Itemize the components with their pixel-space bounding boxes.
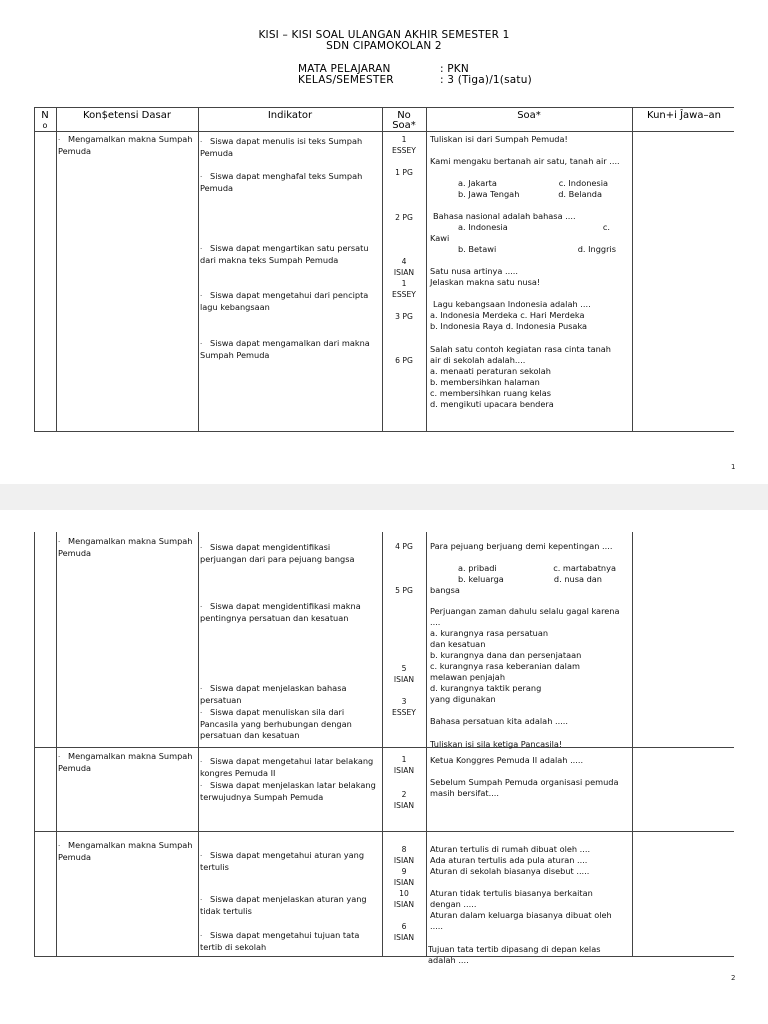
indikator-item: · Siswa dapat mengartikan satu persatu dari makna teks Sumpah Pemuda (200, 243, 369, 266)
answer-option: c. kurangnya rasa keberanian dalam (430, 661, 580, 671)
option-d: d. nusa dan (553, 574, 602, 584)
bullet-icon: · (200, 709, 203, 717)
question-text: Aturan tertulis di rumah dibuat oleh .... (430, 844, 591, 854)
bullet-icon: · (200, 685, 203, 693)
question-type: ESSEY (392, 290, 416, 299)
subject-value: : PKN (440, 63, 469, 75)
bullet-icon: · (200, 852, 203, 860)
column-divider (382, 107, 383, 432)
answer-option: d. mengikuti upacara bendera (430, 399, 554, 409)
question-text: Aturan tidak tertulis biasanya berkaitan dengan ..... (430, 888, 593, 910)
option-a: a. Indonesia (458, 222, 508, 232)
indikator-item: · Siswa dapat mengetahui dari pencipta lagu kebangsaan (200, 290, 369, 313)
answer-options (458, 189, 602, 200)
option-b: b. Betawi (458, 244, 497, 254)
row-divider (34, 831, 734, 832)
header-soal: Soa* (517, 110, 541, 121)
page-number: 1 (731, 463, 736, 471)
bullet-icon: · (200, 603, 203, 611)
option-a: a. pribadi (458, 563, 497, 573)
question-number: 1 (401, 135, 407, 144)
question-text: Lagu kebangsaan Indonesia adalah .... (433, 299, 591, 309)
column-divider (426, 532, 427, 957)
indikator-item: · Siswa dapat menjelaskan latar belakang terwujudnya Sumpah Pemuda (200, 780, 376, 803)
question-number: 1 (401, 755, 407, 764)
question-text: Tujuan tata tertib dipasang di depan kelas adalah .... (428, 944, 601, 966)
table-header-divider (34, 131, 734, 132)
question-text: Para pejuang berjuang demi kepentingan .... (430, 541, 613, 551)
bullet-icon: · (58, 136, 61, 144)
question-text: Tuliskan isi sila ketiga Pancasila! (430, 739, 563, 749)
question-type: ISIAN (393, 933, 415, 942)
question-code: 1 PG (395, 168, 413, 177)
page-gap (0, 484, 768, 510)
bullet-icon: · (200, 138, 203, 146)
column-divider (198, 107, 199, 432)
question-code: 6 PG (395, 356, 413, 365)
option-b: b. keluarga (458, 574, 504, 584)
question-type: ISIAN (393, 675, 415, 684)
question-number: 4 (401, 257, 407, 266)
answer-option: a. Indonesia Merdeka c. Hari Merdeka (430, 310, 585, 320)
indikator-item: · Siswa dapat menjelaskan bahasa persatuan (200, 683, 347, 706)
bullet-icon: · (200, 758, 203, 766)
indikator-item: · Siswa dapat mengidentifikasi perjuangan dari para pejuang bangsa (200, 542, 355, 565)
indikator-item: · Siswa dapat mengidentifikasi makna pentingnya persatuan dan kesatuan (200, 601, 361, 624)
option-continuation: melawan penjajah (430, 672, 506, 682)
header-no: N (41, 110, 49, 121)
question-code: 4 PG (395, 542, 413, 551)
kd-cell: · Mengamalkan makna Sumpah Pemuda (58, 751, 193, 774)
answer-option: b. Indonesia Raya d. Indonesia Pusaka (430, 321, 588, 331)
column-divider (632, 107, 633, 432)
question-text: Ada aturan tertulis ada pula aturan .... (430, 855, 588, 865)
kd-cell: · Mengamalkan makna Sumpah Pemuda (58, 840, 193, 863)
document-title: KISI – KISI SOAL ULANGAN AKHIR SEMESTER 1 (258, 29, 510, 41)
bullet-icon: · (200, 932, 203, 940)
answer-option: a. kurangnya rasa persatuan (430, 628, 549, 638)
table-bottom-border (34, 431, 734, 432)
indikator-item: · Siswa dapat mengetahui tujuan tata tertib di sekolah (200, 930, 360, 953)
bullet-icon: · (200, 782, 203, 790)
option-c: c. (602, 222, 610, 232)
question-code: 3 PG (395, 312, 413, 321)
question-text: Tuliskan isi dari Sumpah Pemuda! (430, 134, 568, 144)
column-divider (34, 107, 35, 432)
option-continuation: bangsa (430, 585, 460, 595)
column-divider (56, 107, 57, 432)
subject-label: MATA PELAJARAN (298, 63, 391, 75)
document-page-1 (0, 0, 768, 484)
bullet-icon: · (58, 753, 61, 761)
question-number: 6 (401, 922, 407, 931)
document-page-2 (0, 510, 768, 1024)
bullet-icon: · (200, 292, 203, 300)
question-type: ISIAN (393, 900, 415, 909)
question-number: 9 (401, 867, 407, 876)
header-no-soal: No (397, 110, 411, 121)
question-number: 1 (401, 279, 407, 288)
column-divider (426, 107, 427, 432)
bullet-icon: · (58, 538, 61, 546)
page-number: 2 (731, 974, 736, 982)
question-text: Bahasa nasional adalah bahasa .... (433, 211, 576, 221)
answer-options (458, 244, 616, 255)
bullet-icon: · (200, 896, 203, 904)
question-code: 5 PG (395, 586, 413, 595)
bullet-icon: · (200, 173, 203, 181)
indikator-item: · Siswa dapat menuliskan sila dari Pancasila yang berhubungan dengan persatuan dan kesatuan (200, 707, 352, 741)
question-text: Kami mengaku bertanah air satu, tanah air .... (430, 156, 620, 166)
kd-text: Mengamalkan makna Sumpah Pemuda (58, 134, 193, 157)
class-value: : 3 (Tiga)/1(satu) (440, 74, 532, 86)
question-number: 8 (401, 845, 407, 854)
option-continuation: Kawi (430, 233, 450, 243)
header-kompetensi-dasar: Kon$etensi Dasar (83, 110, 171, 121)
indikator-item: · Siswa dapat mengamalkan dari makna Sumpah Pemuda (200, 338, 370, 361)
answer-options (458, 563, 616, 574)
question-number: 10 (399, 889, 409, 898)
question-type: ISIAN (393, 878, 415, 887)
option-b: b. Jawa Tengah (458, 189, 520, 199)
question-number: 5 (401, 664, 407, 673)
bullet-icon: · (200, 340, 203, 348)
indikator-item: · Siswa dapat mengetahui latar belakang kongres Pemuda II (200, 756, 374, 779)
answer-options (458, 222, 610, 233)
column-divider (34, 532, 35, 957)
column-divider (382, 532, 383, 957)
question-text: Perjuangan zaman dahulu selalu gagal karena .... (430, 606, 620, 628)
answer-option: c. membersihkan ruang kelas (430, 388, 552, 398)
option-continuation: yang digunakan (430, 694, 496, 704)
question-text: Jelaskan makna satu nusa! (430, 277, 541, 287)
answer-options (458, 178, 608, 189)
answer-option: b. membersihkan halaman (430, 377, 540, 387)
option-c: c. martabatnya (553, 563, 616, 573)
question-text: Aturan dalam keluarga biasanya dibuat oleh ..... (430, 910, 612, 932)
question-text: Ketua Konggres Pemuda II adalah ..... (430, 755, 584, 765)
question-number: 2 (401, 790, 407, 799)
option-d: d. Inggris (577, 244, 616, 254)
kd-cell (58, 134, 196, 157)
question-code: 2 PG (395, 213, 413, 222)
option-continuation: dan kesatuan (430, 639, 486, 649)
option-a: a. Jakarta (458, 178, 497, 188)
indikator-item: · Siswa dapat menulis isi teks Sumpah Pemuda (200, 136, 363, 159)
indikator-item: · Siswa dapat mengetahui aturan yang tertulis (200, 850, 365, 873)
question-text: Sebelum Sumpah Pemuda organisasi pemuda masih bersifat.... (430, 777, 619, 799)
question-type: ISIAN (393, 268, 415, 277)
question-type: ISIAN (393, 801, 415, 810)
header-no-soal-2: Soa* (392, 120, 416, 131)
option-d: d. Belanda (558, 189, 602, 199)
header-indikator: Indikator (267, 110, 313, 121)
school-name: SDN CIPAMOKOLAN 2 (326, 40, 442, 52)
table-top-border (34, 107, 734, 108)
question-number: 3 (401, 697, 407, 706)
question-text: Bahasa persatuan kita adalah ..... (430, 716, 568, 726)
bullet-icon: · (200, 245, 203, 253)
answer-option: a. menaati peraturan sekolah (430, 366, 551, 376)
column-divider (198, 532, 199, 957)
kd-cell: · Mengamalkan makna Sumpah Pemuda (58, 536, 193, 559)
header-no-2: o (42, 121, 48, 130)
question-type: ESSEY (392, 146, 416, 155)
bullet-icon: · (58, 842, 61, 850)
class-label: KELAS/SEMESTER (298, 74, 394, 86)
answer-options (458, 574, 602, 585)
option-c: c. Indonesia (558, 178, 608, 188)
question-type: ISIAN (393, 766, 415, 775)
column-divider (632, 532, 633, 957)
bullet-icon: · (200, 544, 203, 552)
question-text: Satu nusa artinya ..... (430, 266, 519, 276)
question-type: ISIAN (393, 856, 415, 865)
header-kunci-jawaban: Kun+i Ĵawa–an (647, 110, 721, 121)
indikator-item: · Siswa dapat menghafal teks Sumpah Pemuda (200, 171, 363, 194)
answer-option: b. kurangnya dana dan persenjataan (430, 650, 582, 660)
indikator-item: · Siswa dapat menjelaskan aturan yang tidak tertulis (200, 894, 367, 917)
question-text: Aturan di sekolah biasanya disebut ..... (430, 866, 590, 876)
row-divider (34, 747, 734, 748)
table-bottom-border (34, 956, 734, 957)
question-type: ESSEY (392, 708, 416, 717)
column-divider (56, 532, 57, 957)
answer-option: d. kurangnya taktik perang (430, 683, 542, 693)
question-text: Salah satu contoh kegiatan rasa cinta tanah air di sekolah adalah.... (430, 344, 611, 366)
